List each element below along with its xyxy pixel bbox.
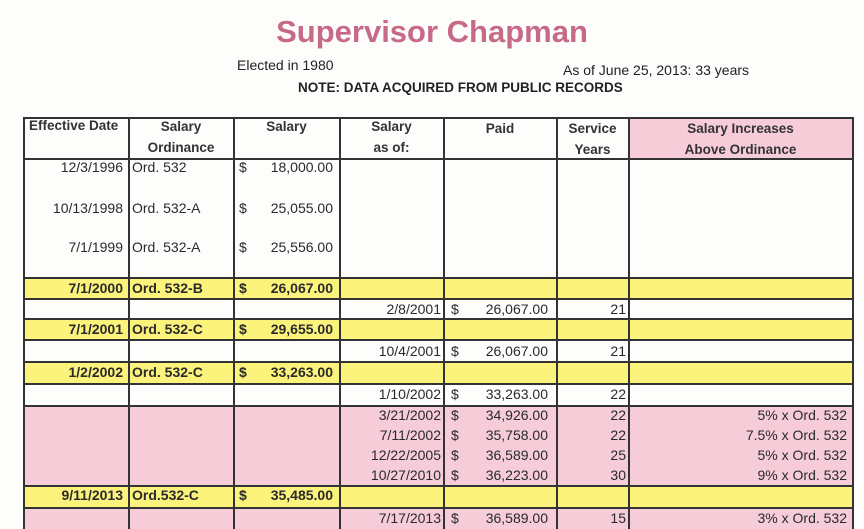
cell-salary-currency: $ [239,364,247,380]
cell-effective-date: 7/1/2001 [68,321,123,337]
cell-ordinance: Ord.532-C [132,487,199,503]
cell-salary: 25,055.00 [270,200,333,216]
cell-effective-date: 10/13/1998 [52,200,123,216]
cell-salary: 18,000.00 [270,159,333,175]
cell-salary: 35,485.00 [270,487,333,503]
cell-paid: 26,067.00 [485,301,548,317]
cell-salary-currency: $ [239,487,247,503]
table-rule [128,117,130,529]
cell-ordinance: Ord. 532-A [132,200,201,216]
cell-ordinance: Ord. 532-A [132,239,201,255]
header-effective-date: Effective Date [29,118,119,133]
cell-paid-currency: $ [451,343,459,359]
table-rule [628,117,630,529]
cell-salary-as-of: 7/17/2013 [378,510,441,526]
table-rule [852,117,854,529]
cell-service-years: 25 [610,447,626,463]
header-salary-increases: Salary Increases Above Ordinance [684,121,797,157]
cell-salary-as-of: 12/22/2005 [370,447,441,463]
cell-ordinance: Ord. 532-B [132,280,203,296]
cell-paid-currency: $ [451,427,459,443]
cell-paid-currency: $ [451,386,459,402]
table-rule [443,117,445,529]
table-rule [233,117,235,529]
header-salary: Salary [266,119,307,134]
header-ordinance: Salary Ordinance [147,119,215,155]
as-of-text: As of June 25, 2013: 33 years [563,62,750,78]
cell-effective-date: 7/1/2000 [68,280,123,296]
cell-paid: 35,758.00 [485,427,548,443]
header-service-years: Service Years [568,121,617,157]
note-text: NOTE: DATA ACQUIRED FROM PUBLIC RECORDS [298,80,623,95]
cell-salary-increase: 9% x Ord. 532 [757,467,847,483]
page-title: Supervisor Chapman [276,14,588,49]
cell-service-years: 22 [610,427,626,443]
cell-paid-currency: $ [451,301,459,317]
cell-salary: 25,556.00 [270,239,333,255]
cell-effective-date: 9/11/2013 [61,487,123,503]
cell-salary-currency: $ [239,321,247,337]
cell-paid: 36,589.00 [485,447,548,463]
salary-table [23,117,854,529]
header-salary-as-of: Salary as of: [371,119,412,155]
cell-paid-currency: $ [451,407,459,423]
cell-service-years: 21 [610,343,626,359]
cell-paid: 36,223.00 [485,467,548,483]
table-rule [556,117,558,529]
cell-salary-currency: $ [239,159,247,175]
cell-paid: 26,067.00 [485,343,548,359]
cell-paid: 36,589.00 [485,510,548,526]
cell-salary-currency: $ [239,239,247,255]
cell-salary-as-of: 3/21/2002 [378,407,441,423]
cell-salary-as-of: 10/27/2010 [370,467,441,483]
cell-service-years: 21 [610,301,626,317]
cell-salary-currency: $ [239,280,247,296]
cell-salary-currency: $ [239,200,247,216]
cell-effective-date: 7/1/1999 [68,239,123,255]
cell-salary-increase: 5% x Ord. 532 [757,447,847,463]
cell-salary-increase: 3% x Ord. 532 [757,510,847,526]
cell-service-years: 22 [610,407,626,423]
cell-salary-increase: 7.5% x Ord. 532 [745,427,847,443]
cell-paid-currency: $ [451,510,459,526]
cell-service-years: 15 [610,510,626,526]
cell-salary-as-of: 10/4/2001 [378,343,441,359]
cell-salary-as-of: 7/11/2002 [379,427,441,443]
cell-paid-currency: $ [451,447,459,463]
cell-salary-as-of: 2/8/2001 [386,301,441,317]
cell-paid: 34,926.00 [485,407,548,423]
header-paid: Paid [485,121,515,136]
cell-ordinance: Ord. 532 [132,159,187,175]
cell-paid: 33,263.00 [485,386,548,402]
cell-paid-currency: $ [451,467,459,483]
cell-salary-as-of: 1/10/2002 [378,386,441,402]
cell-effective-date: 1/2/2002 [68,364,123,380]
cell-effective-date: 12/3/1996 [60,159,123,175]
cell-ordinance: Ord. 532-C [132,364,203,380]
cell-service-years: 30 [610,467,626,483]
elected-text: Elected in 1980 [237,57,334,73]
cell-salary-increase: 5% x Ord. 532 [757,407,847,423]
cell-salary: 33,263.00 [270,364,333,380]
cell-ordinance: Ord. 532-C [132,321,203,337]
cell-salary: 26,067.00 [270,280,333,296]
cell-service-years: 22 [610,386,626,402]
cell-salary: 29,655.00 [270,321,333,337]
